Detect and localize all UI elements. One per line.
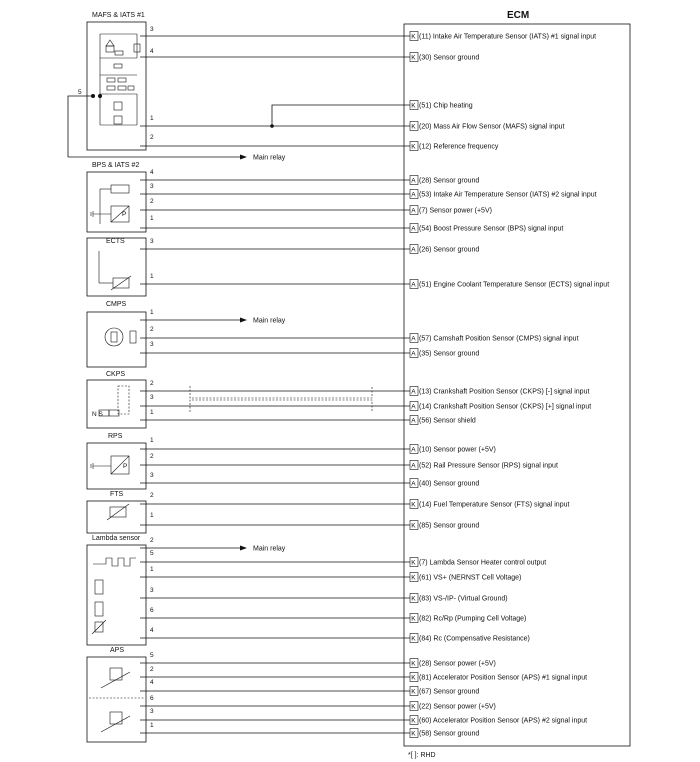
- wire-mafs-3: [272, 101, 473, 127]
- pin-number: 1: [150, 409, 154, 416]
- signal-label: (51) Engine Coolant Temperature Sensor (ECTS) signal input: [419, 281, 610, 289]
- svg-text:P: P: [123, 463, 128, 470]
- connector-letter: K: [411, 730, 416, 738]
- connector-letter: A: [411, 480, 416, 488]
- pin-number: 1: [150, 566, 154, 573]
- pin-number: 2: [150, 134, 154, 141]
- connector-letter: K: [411, 595, 416, 603]
- signal-label: (56) Sensor shield: [419, 417, 476, 425]
- wire-ckps-16: [140, 409, 476, 425]
- cmps-title: CMPS: [106, 301, 127, 308]
- connector-letter: A: [411, 281, 416, 289]
- signal-label: (81) Accelerator Position Sensor (APS) #1 signal input: [419, 674, 588, 682]
- wire-rps-18: [140, 453, 558, 470]
- signal-label: (83) VS-/IP- (Virtual Ground): [419, 595, 508, 603]
- signal-label: (85) Sensor ground: [419, 522, 480, 530]
- wire-mafs-2: [140, 48, 479, 62]
- pin-number: 5: [150, 550, 154, 557]
- connector-letter: K: [411, 33, 416, 41]
- pin-number: 1: [150, 115, 154, 122]
- pin-number: 1: [150, 512, 154, 519]
- pin-number: 3: [150, 183, 154, 190]
- signal-label: (51) Chip heating: [419, 102, 473, 110]
- signal-label: (14) Fuel Temperature Sensor (FTS) signal input: [419, 501, 570, 509]
- signal-label: (53) Intake Air Temperature Sensor (IATS) #2 signal input: [419, 191, 597, 199]
- signal-label: (10) Sensor power (+5V): [419, 446, 496, 454]
- wire-bps-8: [140, 198, 492, 215]
- wire-ckps-14: [140, 380, 589, 396]
- wire-bps-7: [140, 183, 597, 199]
- main-relay-label: Main relay: [253, 154, 286, 162]
- connector-letter: K: [411, 703, 416, 711]
- connector-letter: A: [411, 350, 416, 358]
- wire-aps-27: [140, 652, 496, 668]
- wire-aps-28: [140, 666, 587, 682]
- rps-title: RPS: [108, 433, 123, 440]
- pin-number: 3: [150, 394, 154, 401]
- connector-letter: A: [411, 403, 416, 411]
- signal-label: (58) Sensor ground: [419, 730, 480, 738]
- component-boxes: [87, 22, 146, 742]
- pin-number: 3: [150, 238, 154, 245]
- ects-schematic: [99, 251, 131, 290]
- wire-aps-30: [140, 695, 496, 711]
- wire-aps-31: [140, 708, 587, 725]
- connector-letter: A: [411, 191, 416, 199]
- connector-letter: A: [411, 417, 416, 425]
- signal-label: (20) Mass Air Flow Sensor (MAFS) signal input: [419, 123, 565, 131]
- pin-number: 2: [150, 198, 154, 205]
- signal-label: (61) VS+ (NERNST Cell Voltage): [419, 574, 522, 582]
- pin-number: 4: [150, 169, 154, 176]
- pin-number: 1: [150, 309, 154, 316]
- signal-label: (26) Sensor ground: [419, 246, 480, 254]
- arrow-right-icon: [240, 318, 247, 323]
- wire-ects-11: [140, 273, 609, 289]
- lambda-schematic: [92, 558, 136, 634]
- cmps-box: [87, 312, 146, 367]
- mafs-pin5-label: 5: [78, 89, 82, 96]
- pin-number: 2: [150, 537, 154, 544]
- connector-letter: A: [411, 335, 416, 343]
- connector-letter: A: [411, 446, 416, 454]
- ckps-title: CKPS: [106, 371, 126, 378]
- connector-letter: K: [411, 717, 416, 725]
- aps-box: [87, 657, 146, 742]
- bps-schematic: [91, 185, 129, 224]
- wire-bps-9: [140, 215, 563, 233]
- wire-lambda-24: [140, 587, 508, 603]
- connector-letter: K: [411, 522, 416, 530]
- signal-label: (11) Intake Air Temperature Sensor (IATS) #1 signal input: [419, 33, 597, 41]
- signal-label: (30) Sensor ground: [419, 54, 480, 62]
- aps-schematic: [89, 668, 144, 732]
- connector-letter: A: [411, 246, 416, 254]
- pin-number: 4: [150, 48, 154, 55]
- wire-bps-6: [140, 169, 479, 185]
- wire-fts-20: [140, 492, 569, 509]
- chip-heating-junction: [270, 124, 274, 128]
- signal-label: (67) Sensor ground: [419, 688, 480, 696]
- pin-number: 2: [150, 666, 154, 673]
- signal-label: (7) Sensor power (+5V): [419, 207, 492, 215]
- wire-lambda-23: [140, 566, 521, 582]
- pin-number: 2: [150, 492, 154, 499]
- connector-letter: K: [411, 559, 416, 567]
- wire-cmps-13: [140, 341, 479, 358]
- pin-number: 6: [150, 695, 154, 702]
- pin-number: 3: [150, 341, 154, 348]
- bps-box: [87, 172, 146, 232]
- pin-number: 1: [150, 437, 154, 444]
- pin-number: 4: [150, 679, 154, 686]
- arrow-right-icon: [240, 155, 247, 160]
- signal-label: (40) Sensor ground: [419, 480, 480, 488]
- arrow-right-icon: [240, 546, 247, 551]
- ecm-title: ECM: [507, 10, 530, 21]
- ckps-ns-label: N S: [92, 411, 103, 418]
- signal-label: (35) Sensor ground: [419, 350, 480, 358]
- relay-wire-cmps: [140, 309, 286, 325]
- signal-label: (57) Camshaft Position Sensor (CMPS) signal input: [419, 335, 579, 343]
- connector-letter: K: [411, 54, 416, 62]
- signal-label: (7) Lambda Sensor Heater control output: [419, 559, 547, 567]
- pin-number: 3: [150, 472, 154, 479]
- signal-label: (28) Sensor power (+5V): [419, 660, 496, 668]
- connector-letter: K: [411, 674, 416, 682]
- signal-label: (52) Rail Pressure Sensor (RPS) signal input: [419, 462, 558, 470]
- wire-ects-10: [140, 238, 479, 254]
- connector-letter: K: [411, 102, 416, 110]
- pin-number: 3: [150, 587, 154, 594]
- pin-number: 4: [150, 627, 154, 634]
- connector-letter: K: [411, 123, 416, 131]
- connector-letter: A: [411, 225, 416, 233]
- wire-rps-17: [140, 437, 496, 454]
- signal-label: (13) Crankshaft Position Sensor (CKPS) [-] signal input: [419, 388, 590, 396]
- mafs-schematic: [91, 34, 140, 125]
- signal-label: (22) Sensor power (+5V): [419, 703, 496, 711]
- lambda-title: Lambda sensor: [92, 535, 141, 542]
- footnote: *[ ]: RHD: [408, 752, 436, 759]
- wire-lambda-22: [140, 550, 546, 567]
- signal-label: (12) Reference frequency: [419, 143, 499, 151]
- connector-letter: A: [411, 462, 416, 470]
- wire-mafs-1: [140, 26, 596, 41]
- pin-number: 1: [150, 215, 154, 222]
- bps-title: BPS & IATS #2: [92, 162, 140, 169]
- fts-schematic: [107, 504, 129, 520]
- pin-number: 3: [150, 26, 154, 33]
- ecm-wires: [140, 26, 609, 738]
- wire-lambda-26: [140, 627, 530, 643]
- connector-letter: K: [411, 574, 416, 582]
- connector-letter: K: [411, 615, 416, 623]
- pin-number: 2: [150, 453, 154, 460]
- mafs-pin5-loop: [68, 89, 93, 157]
- pin-number: 2: [150, 326, 154, 333]
- pin-number: 6: [150, 607, 154, 614]
- main-relay-label: Main relay: [253, 317, 286, 325]
- pin-number: 3: [150, 708, 154, 715]
- pin-number: 5: [150, 652, 154, 659]
- signal-label: (60) Accelerator Position Sensor (APS) #2 signal input: [419, 717, 588, 725]
- ects-title: ECTS: [106, 238, 125, 245]
- svg-text:P: P: [122, 211, 127, 218]
- connector-letter: K: [411, 635, 416, 643]
- connector-letter: K: [411, 143, 416, 151]
- pin-number: 1: [150, 273, 154, 280]
- relay-wire-lambda: [140, 537, 286, 553]
- signal-label: (82) Rc/Rp (Pumping Cell Voltage): [419, 615, 527, 623]
- signal-label: (14) Crankshaft Position Sensor (CKPS) [+] signal input: [419, 403, 592, 411]
- ects-box: [87, 238, 146, 296]
- wire-line: [272, 105, 410, 126]
- ckps-box: [87, 380, 146, 428]
- aps-title: APS: [110, 647, 125, 654]
- wire-mafs-5: [140, 134, 499, 151]
- signal-label: (54) Boost Pressure Sensor (BPS) signal input: [419, 225, 564, 233]
- signal-label: (84) Rc (Compensative Resistance): [419, 635, 530, 643]
- wire-ckps-15: [140, 394, 591, 411]
- cmps-schematic: [105, 328, 136, 346]
- pin-number: 2: [150, 380, 154, 387]
- wire-rps-19: [140, 472, 479, 488]
- connector-letter: K: [411, 660, 416, 668]
- connector-letter: A: [411, 388, 416, 396]
- wire-cmps-12: [140, 326, 579, 343]
- rps-schematic: [91, 456, 129, 474]
- signal-label: (28) Sensor ground: [419, 177, 480, 185]
- main-relay-label: Main relay: [253, 545, 286, 553]
- fts-title: FTS: [110, 491, 124, 498]
- wire-lambda-25: [140, 607, 526, 623]
- connector-letter: K: [411, 688, 416, 696]
- relay-wire-mafs: [68, 155, 286, 162]
- connector-letter: K: [411, 501, 416, 509]
- wire-mafs-4: [140, 115, 565, 131]
- pin-number: 1: [150, 722, 154, 729]
- connector-letter: A: [411, 207, 416, 215]
- wire-fts-21: [140, 512, 479, 530]
- connector-letter: A: [411, 177, 416, 185]
- mafs-title: MAFS & IATS #1: [92, 12, 145, 19]
